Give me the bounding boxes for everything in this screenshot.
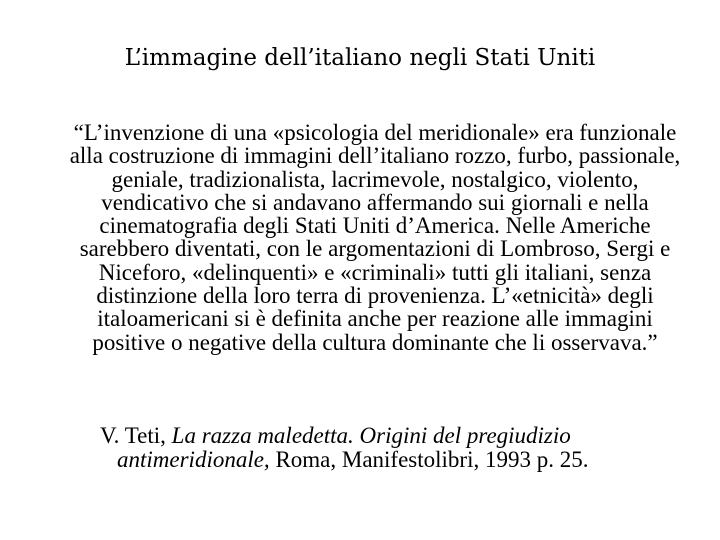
citation-book-title-1: La razza maledetta. Origini del pregiudizio [171,423,571,448]
quote-block [60,121,690,354]
citation-publication: Roma, Manifestolibri, 1993 p. 25. [275,446,589,472]
citation-line-2 [60,448,690,472]
slide-title: L’immagine dell’italiano negli Stati Uniti [124,45,596,71]
citation [60,424,690,471]
citation-line-1 [60,424,690,448]
citation-author: V. Teti, [100,423,166,448]
quote-text: “L’invenzione di una «psicologia del meridionale» era funzionale alla costruzione di immagini dell’italiano rozzo, furbo, passionale, geniale, tradizionalista, lacrimevole, nostalgico, violento, vendicativo che si andavano affermando sui giornali e nella cinematografia degli Stati Uniti d’America. Nelle Americhe sarebbero diventati, con le argomentazioni di Lombroso, Sergi e Niceforo, «delinquenti» e «criminali» tutti gli italiani, senza distinzione della loro terra di provenienza. L’«etnicità» degli italoamericani si è definita anche per reazione alle immagini positive o negative della cultura dominante che li osservava.” [69,120,681,355]
citation-book-title-2: antimeridionale, [117,446,270,472]
